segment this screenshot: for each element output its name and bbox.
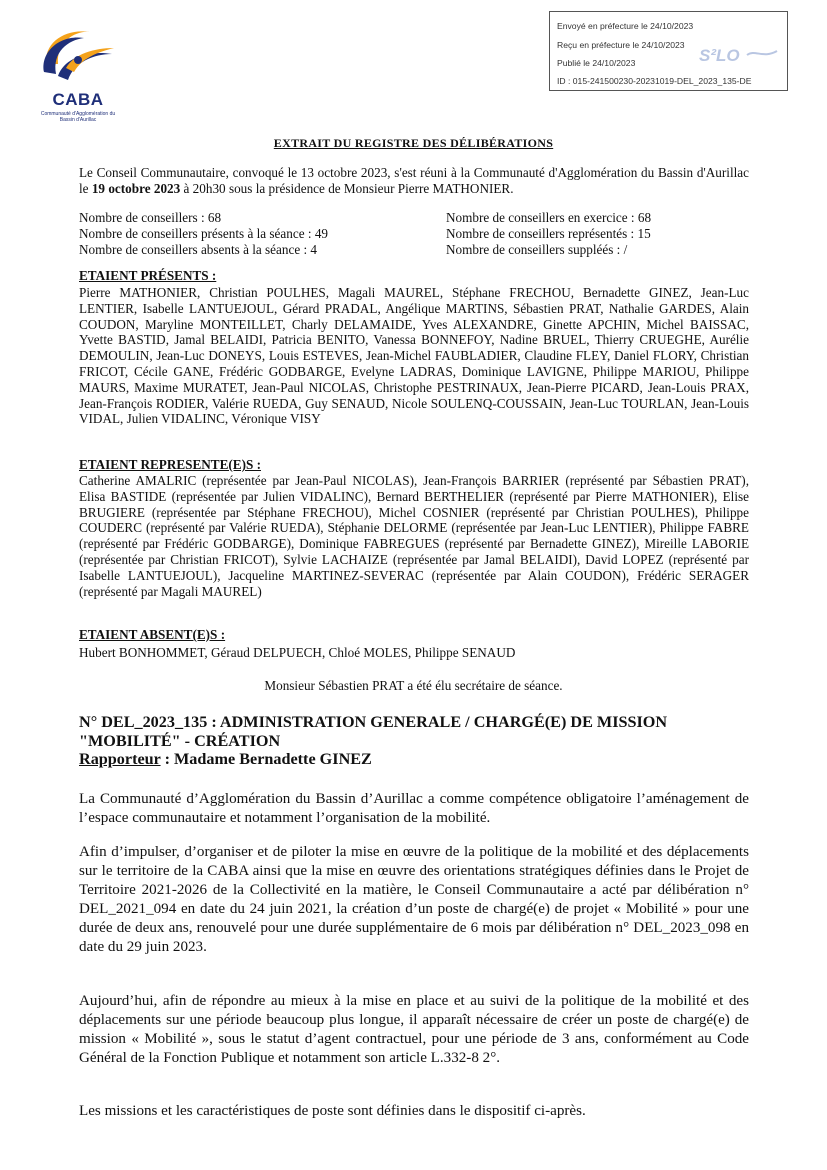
rapporteur-label: Rapporteur <box>79 750 161 768</box>
stamp-published: Publié le 24/10/2023 <box>557 58 636 68</box>
representes-heading: ETAIENT REPRESENTE(E)S : <box>79 457 261 472</box>
stamp-id: ID : 015-241500230-20231019-DEL_2023_135-DE <box>557 76 752 86</box>
register-title: EXTRAIT DU REGISTRE DES DÉLIBÉRATIONS <box>273 136 554 150</box>
logo-name: CABA <box>52 90 104 109</box>
count-conseillers: Nombre de conseillers : 68 <box>79 210 222 225</box>
representes-list: Catherine AMALRIC (représentée par Jean-Paul NICOLAS), Jean-François BARRIER (représenté par Sébastien PRAT), Elisa BASTIDE (représentée par Julien VIDALINC), Bernard BERTHELIER (représenté par Pierre MATHONIER), Elise BRUGIERE (représentée par Stéphane FRECHOU), Michel COSNIER (représenté par Christian POULHES), Philippe COUDERC (représenté par Valérie RUEDA), Stéphanie DELORME (représentée par Jean-Luc LENTIER), Philippe FABRE (représenté par Frédéric GODBARGE), Dominique FABREGUES (représenté par Bernadette GINEZ), Mireille LABORIE (représentée par Christian FRICOT), Sylvie LACHAIZE (représentée par Jamal BELAIDI), David LOPEZ (représenté par Isabelle LANTUEJOUL), Jacqueline MARTINEZ-SEVERAC (représentée par Alain COUDON), Frédéric SERAGER (représenté par Magali MAUREL) <box>79 473 749 599</box>
deliberation-title <box>79 713 759 769</box>
intro-text-1: Le Conseil Communautaire, convoqué le 13 octobre 2023, s'est réuni à la Communauté d'Agglomération du Bassin d'Aurillac le <box>79 165 749 196</box>
intro-date: 19 octobre 2023 <box>91 180 181 196</box>
deliberation-title-text: N° DEL_2023_135 : ADMINISTRATION GENERALE / CHARGÉ(E) DE MISSION "MOBILITÉ" - CRÉATION <box>79 713 668 750</box>
count-suppleees: Nombre de conseillers suppléés : / <box>446 242 628 257</box>
paragraph-2: Afin d’impulser, d’organiser et de piloter la mise en œuvre de la politique de la mobilité et des déplacements sur le territoire de la CABA ainsi que la mise en œuvre des orientations stratégiques définies dans le Projet de Territoire 2021-2026 de la Collectivité en la matière, le Conseil Communautaire a acté par délibération n° DEL_2021_094 en date du 24 juin 2021, la création d’un poste de chargé(e) de projet « Mobilité » pour une durée de deux ans, renouvelé pour une durée supplémentaire de 6 mois par délibération n° DEL_2023_098 en date du 29 juin 2023. <box>79 844 749 955</box>
secretary-line: Monsieur Sébastien PRAT a été élu secrétaire de séance. <box>264 678 563 693</box>
logo-subtitle: Communauté d'Agglomération du Bassin d'Aurillac <box>40 111 116 123</box>
presents-heading: ETAIENT PRÉSENTS : <box>79 268 217 283</box>
stamp-sent: Envoyé en préfecture le 24/10/2023 <box>557 21 694 31</box>
count-presents: Nombre de conseillers présents à la séance : 49 <box>79 226 329 241</box>
caba-logo <box>38 24 118 132</box>
count-representes: Nombre de conseillers représentés : 15 <box>446 226 651 241</box>
rapporteur-name: : Madame Bernadette GINEZ <box>160 750 372 768</box>
count-exercice: Nombre de conseillers en exercice : 68 <box>446 210 652 225</box>
paragraph-3: Aujourd’hui, afin de répondre au mieux à la mise en place et au suivi de la politique de la mobilité et des déplacements sur une période beaucoup plus longue, il apparaît nécessaire de créer un poste de chargé(e) de mission « Mobilité », sous le statut d’agent contractuel, pour une période de 3 ans, conformément au Code Général de la Fonction Publique et notamment son article L.332-8 2°. <box>79 993 749 1066</box>
intro-paragraph <box>79 165 749 197</box>
rapporteur-line <box>79 750 759 769</box>
absents-list: Hubert BONHOMMET, Géraud DELPUECH, Chloé MOLES, Philippe SENAUD <box>79 645 516 660</box>
presents-list: Pierre MATHONIER, Christian POULHES, Magali MAUREL, Stéphane FRECHOU, Bernadette GINEZ, Jean-Luc LENTIER, Isabelle LANTUEJOUL, Gérard PRADAL, Angélique MARTINS, Sébastien PRAT, Nathalie GARDES, Alain COUDON, Maryline MONTEILLET, Charly DELAMAIDE, Yves ALEXANDRE, Ginette APCHIN, Michel BAISSAC, Yvette BASTID, Jamal BELAIDI, Patricia BENITO, Vanessa BONNEFOY, Nadine BRUEL, Thierry CRUEGHE, Aurélie DEMOULIN, Jean-Luc DONEYS, Louis ESTEVES, Jean-Michel FAUBLADIER, Claudine FLEY, Daniel FLORY, Christian FRICOT, Cécile GANE, Frédéric GODBARGE, Evelyne LADRAS, Dominique LAVIGNE, Philippe MARIOU, Philippe MAURS, Maxime MURATET, Jean-Paul NICOLAS, Christophe PESTRINAUX, Jean-Pierre PICARD, Jean-Louis PRAX, Jean-François RODIER, Valérie RUEDA, Guy SENAUD, Nicole SOULENQ-COUSSAIN, Jean-Luc TOURLAN, Jean-Louis VIDAL, Julien VIDALINC, Véronique VISY <box>79 285 749 427</box>
absents-heading: ETAIENT ABSENT(E)S : <box>79 627 226 642</box>
prefecture-stamp <box>549 11 788 91</box>
paragraph-1: La Communauté d’Agglomération du Bassin d’Aurillac a comme compétence obligatoire l’aménagement de l’espace communautaire et notamment l’organisation de la mobilité. <box>79 791 749 826</box>
count-absents: Nombre de conseillers absents à la séance : 4 <box>79 242 318 257</box>
paragraph-4: Les missions et les caractéristiques de poste sont définies dans le dispositif ci-après. <box>79 1103 586 1119</box>
caba-logo-icon <box>38 24 118 90</box>
slo-logo-icon <box>699 45 779 65</box>
intro-text-2: à 20h30 sous la présidence de Monsieur Pierre MATHONIER. <box>180 180 514 196</box>
stamp-received: Reçu en préfecture le 24/10/2023 <box>557 40 685 50</box>
slo-logo-text: S²LO <box>699 46 740 65</box>
